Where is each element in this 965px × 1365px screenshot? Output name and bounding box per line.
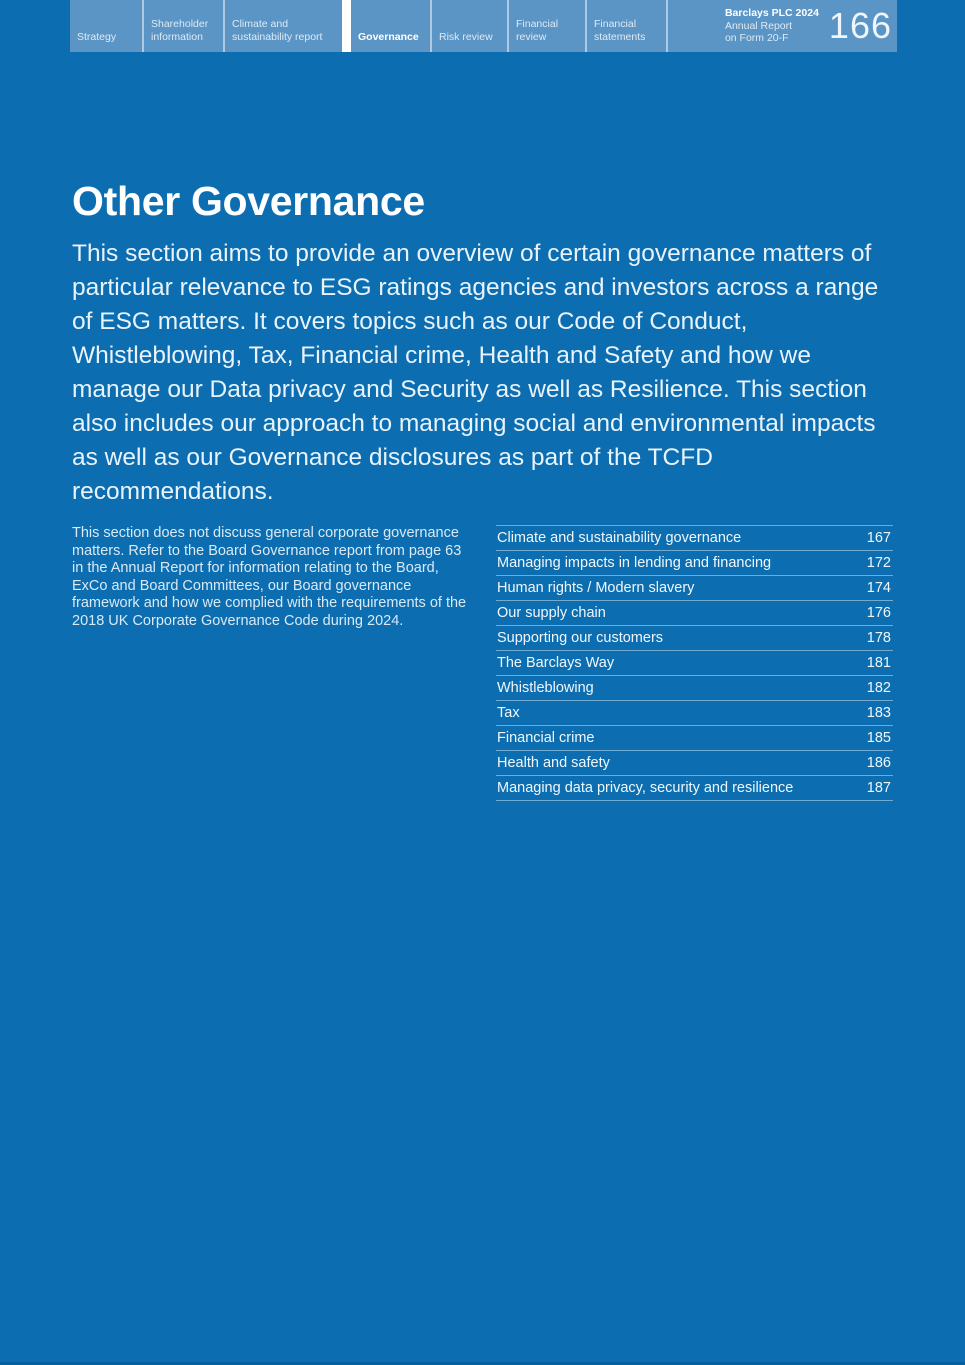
toc-row[interactable] [496, 575, 893, 600]
tab-risk-review[interactable] [430, 0, 507, 52]
toc-row[interactable] [496, 700, 893, 725]
section-nav [70, 0, 965, 52]
two-column-section [72, 525, 893, 801]
toc-item-page: 186 [866, 755, 891, 771]
tab-label: Governance [358, 31, 419, 43]
toc-item-page: 174 [866, 580, 891, 596]
report-brand-title: Barclays PLC 2024 [724, 7, 819, 20]
toc-row[interactable] [496, 525, 893, 550]
toc-item-title: Climate and sustainability governance [497, 530, 742, 546]
toc-item-page: 183 [866, 705, 891, 721]
toc-item-page: 176 [866, 605, 891, 621]
toc-item-page: 182 [866, 680, 891, 696]
tab-label: Financial review [516, 18, 559, 43]
tab-governance[interactable] [351, 0, 430, 52]
toc-item-page: 187 [866, 780, 891, 796]
toc-item-title: Financial crime [497, 730, 595, 746]
note-paragraph: This section does not discuss general corporate governance matters. Refer to the Board Governance report from page 63 in the Annual Report for information relating to the Board, ExCo and Board Committees, our Board governance framework and how we complied with the requirements of the 2018 UK Corporate Governance Code during 2024. [72, 525, 467, 629]
tab-financial-review[interactable] [507, 0, 585, 52]
toc-item-page: 185 [866, 730, 891, 746]
toc-row[interactable] [496, 550, 893, 575]
report-brand-subtitle-1: Annual Report [724, 19, 793, 32]
page-number: 166 [828, 5, 892, 46]
toc-item-title: The Barclays Way [497, 655, 615, 671]
tab-label: Shareholder information [151, 18, 209, 43]
page-title: Other Governance [72, 178, 425, 224]
toc-item-title: Human rights / Modern slavery [497, 580, 695, 596]
toc-item-title: Managing impacts in lending and financing [497, 555, 772, 571]
toc-item-title: Health and safety [497, 755, 610, 771]
toc-row[interactable] [496, 725, 893, 750]
active-tab-marker [342, 0, 351, 52]
toc-item-title: Tax [497, 705, 520, 721]
intro-paragraph: This section aims to provide an overview of certain governance matters of particular relevance to ESG ratings agencies and investors across a range of ESG matters. It covers topics such as our Code of Conduct, Whistleblowing, Tax, Financial crime, Health and Safety and how we manage our Data privacy and Security as well as Resilience. This section also includes our approach to managing social and environmental impacts as well as our Governance disclosures as part of the TCFD recommendations. [72, 240, 879, 505]
toc-item-title: Supporting our customers [497, 630, 664, 646]
toc-row[interactable] [496, 650, 893, 675]
toc-item-page: 167 [866, 530, 891, 546]
toc-item-title: Whistleblowing [497, 680, 594, 696]
toc-item-title: Our supply chain [497, 605, 606, 621]
toc-row[interactable] [496, 675, 893, 700]
toc-row[interactable] [496, 625, 893, 650]
toc-item-page: 172 [866, 555, 891, 571]
toc-row[interactable] [496, 600, 893, 625]
tab-strategy[interactable] [70, 0, 142, 52]
tab-label: Climate and sustainability report [232, 18, 323, 43]
report-meta [666, 0, 897, 52]
toc-row[interactable] [496, 750, 893, 775]
toc-item-page: 178 [866, 630, 891, 646]
page-content [0, 177, 965, 801]
tab-label: Financial statements [594, 18, 646, 43]
tab-financial-statements[interactable] [585, 0, 666, 52]
report-brand-subtitle-2: on Form 20-F [724, 32, 789, 45]
tab-shareholder-information[interactable] [142, 0, 223, 52]
toc [496, 525, 893, 801]
toc-item-page: 181 [866, 655, 891, 671]
report-brand [725, 7, 819, 45]
tab-label: Strategy [77, 31, 117, 43]
toc-row[interactable] [496, 775, 893, 801]
tab-climate-and-sustainability-report[interactable] [223, 0, 342, 52]
toc-item-title: Managing data privacy, security and resilience [497, 780, 794, 796]
tab-label: Risk review [439, 31, 493, 43]
